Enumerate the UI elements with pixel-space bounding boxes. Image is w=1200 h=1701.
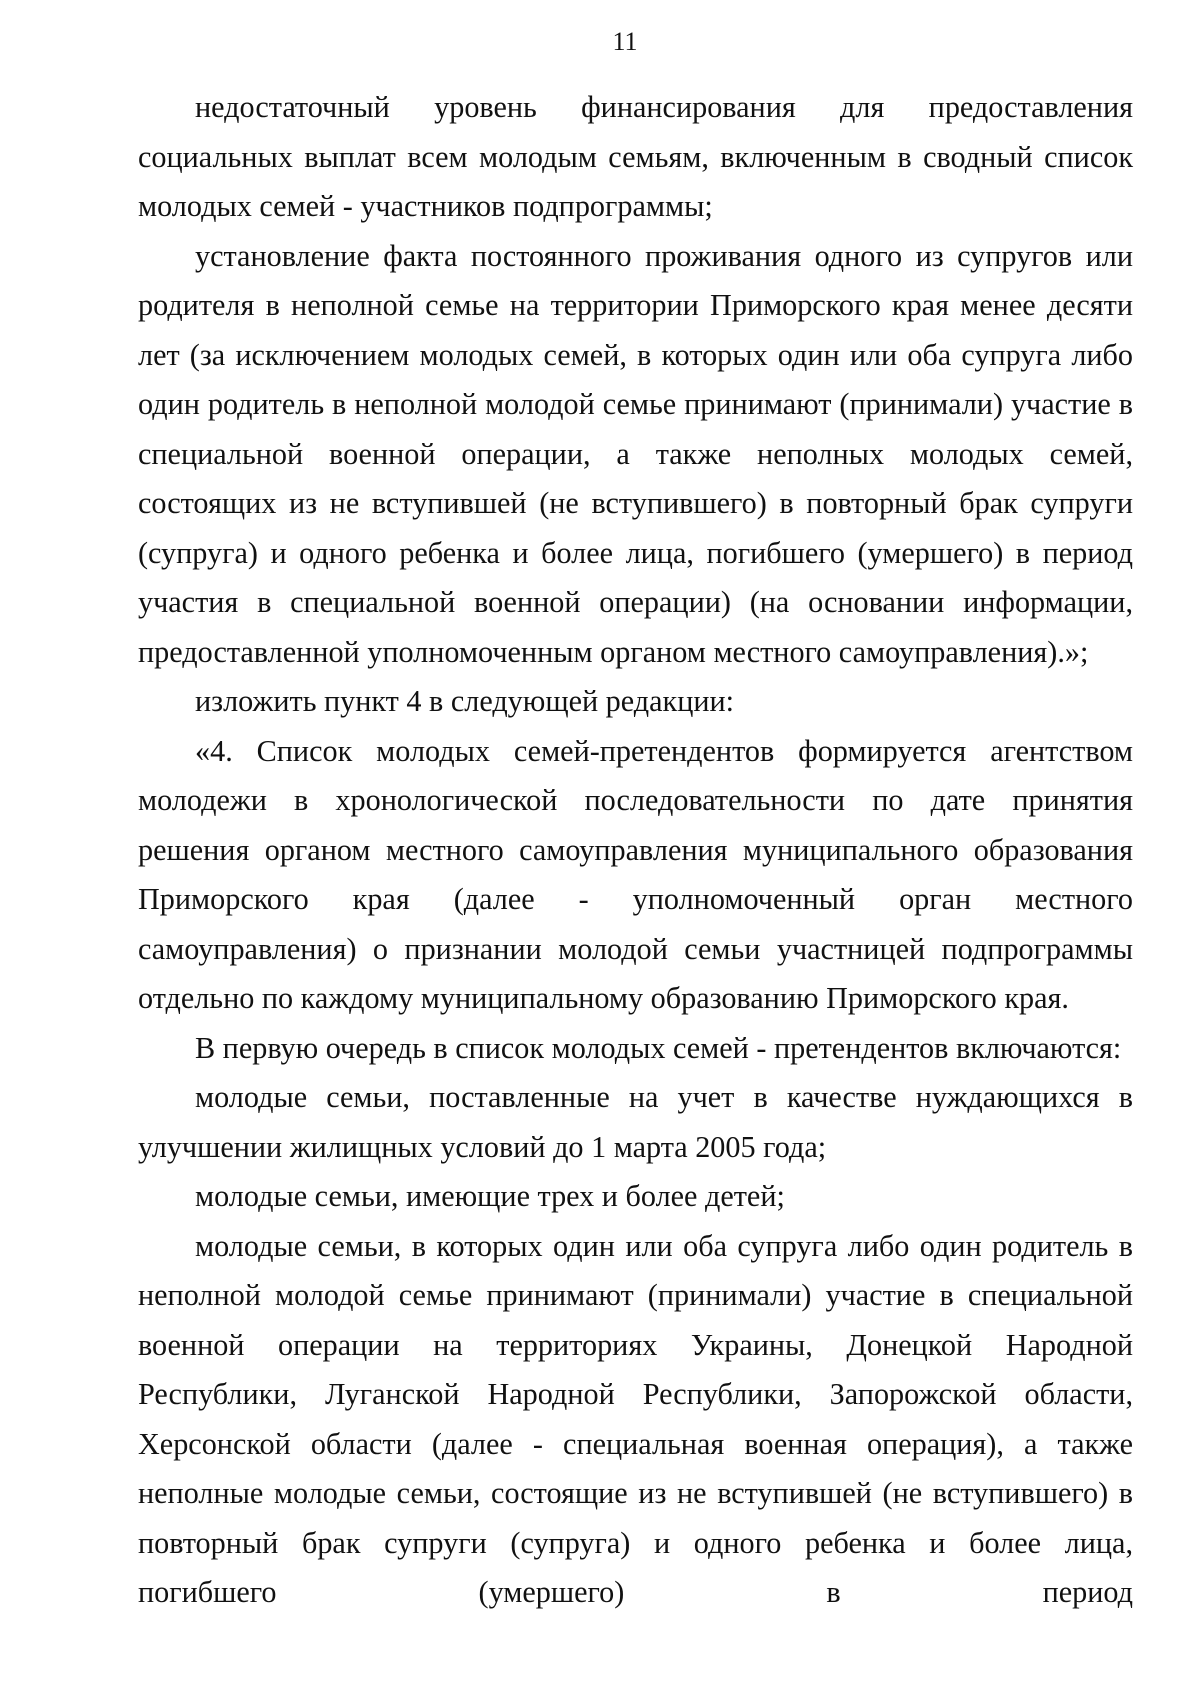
paragraph-funding-insufficient: недостаточный уровень финансирования для предоставления социальных выплат всем молодым семьям, включенным в сводный список молодых семей - участников подпрограммы; [138, 90, 1133, 223]
paragraph-priority-intro: В первую очередь в список молодых семей - претендентов включаются: [195, 1030, 1122, 1065]
paragraph-clause-4-text: «4. Список молодых семей-претендентов формируется агентством молодежи в хронологической последовательности по дате принятия решения органом местного самоуправления муниципального образования Приморского края (далее - уполномоченный орган местного самоуправления) о признании молодой семьи участницей подпрограммы отдельно по каждому муниципальному образованию Приморского края. [138, 733, 1133, 1015]
paragraph-priority-special-operation: молодые семьи, в которых один или оба супруга либо один родитель в неполной молодой семье принимают (принимали) участие в специальной военной операции на территориях Украины, Донецкой Народной Республики, Луганской Народной Республики, Запорожской области, Херсонской области (далее - специальная военная операция), а также неполные молодые семьи, состоящие из не вступившей (не вступившего) в повторный брак супруги (супруга) и одного ребенка и более лица, погибшего (умершего) в период [138, 1228, 1133, 1609]
paragraph-priority-before-2005: молодые семьи, поставленные на учет в качестве нуждающихся в улучшении жилищных условий до 1 марта 2005 года; [138, 1080, 1133, 1164]
document-body [138, 83, 1133, 1618]
page-number: 11 [612, 27, 638, 56]
paragraph-priority-three-children: молодые семьи, имеющие трех и более детей; [195, 1179, 785, 1213]
paragraph-residence-requirement: установление факта постоянного проживания одного из супругов или родителя в неполной семье на территории Приморского края менее десяти лет (за исключением молодых семей, в которых один или оба супруга либо один родитель в неполной молодой семье принимают (принимали) участие в специальной военной операции, а также неполных молодых семей, состоящих из не вступившей (не вступившего) в повторный брак супруги (супруга) и одного ребенка и более лица, погибшего (умершего) в период участия в специальной военной операции) (на основании информации, предоставленной уполномоченным органом местного самоуправления).»; [138, 238, 1133, 669]
paragraph-amend-clause-4: изложить пункт 4 в следующей редакции: [195, 684, 735, 718]
